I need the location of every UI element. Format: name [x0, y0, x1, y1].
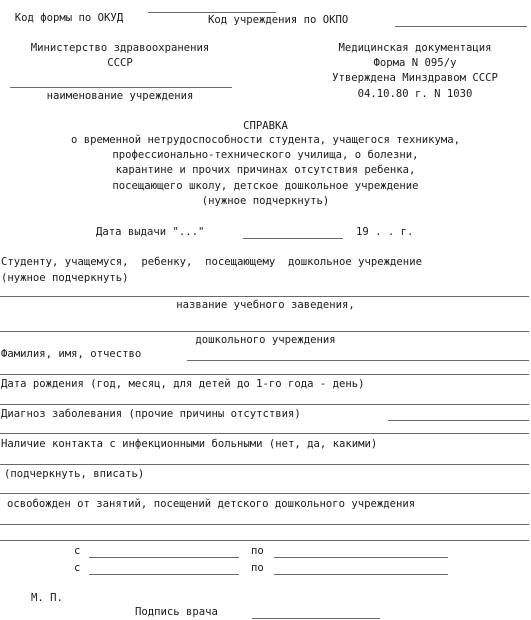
diagnosis-field-continuation[interactable] [0, 433, 529, 434]
signature-label: Подпись врача [135, 606, 218, 618]
period2-to-label: по [251, 562, 264, 574]
birth-date-field[interactable] [0, 404, 529, 405]
okpo-field[interactable] [395, 26, 527, 27]
period1-from-label: с [74, 545, 81, 557]
ministry-line1: Министерство здравоохранения [30, 42, 210, 54]
contact-label: Наличие контакта с инфекционными больными (нет, да, какими) [1, 438, 378, 450]
diagnosis-label: Диагноз заболевания (прочие причины отсутствия) [1, 408, 301, 420]
name-field-continuation[interactable] [0, 374, 529, 375]
issue-date-field[interactable] [243, 238, 343, 239]
period1-to-label: по [251, 545, 264, 557]
released-label: освобожден от занятий, посещений детского дошкольного учреждения [7, 498, 416, 510]
title-line4: посещающего школу, детское дошкольное учреждение [112, 180, 419, 192]
doc-info-line3: Утверждена Минздравом СССР [332, 72, 498, 84]
title-note: (нужное подчеркнуть) [201, 195, 330, 207]
doc-info-line2: Форма N 095/у [373, 57, 457, 69]
period1-to-field[interactable] [274, 557, 448, 558]
period2-from-field[interactable] [89, 574, 239, 575]
released-field[interactable] [0, 524, 529, 525]
institution-caption: наименование учреждения [46, 90, 194, 102]
okpo-label: Код учреждения по ОКПО [208, 14, 349, 26]
recipient-line: Студенту, учащемуся, ребенку, посещающему дошкольное учреждение [1, 256, 422, 268]
title-line3: карантине и прочих причинах отсутствия ребенка, [115, 164, 416, 176]
school-name-field[interactable] [0, 296, 529, 297]
title-line1: о временной нетрудоспособности студента, учащегося техникума, [70, 134, 461, 146]
contact-field-continuation[interactable] [0, 493, 529, 494]
period2-to-field[interactable] [274, 574, 448, 575]
stamp-label: М. П. [31, 592, 63, 604]
birth-date-label: Дата рождения (год, месяц, для детей до 1-го года - день) [1, 378, 365, 390]
recipient-note: (нужное подчеркнуть) [1, 272, 129, 284]
institution-name-field[interactable] [10, 87, 232, 88]
okud-field[interactable] [148, 12, 276, 13]
period1-from-field[interactable] [89, 557, 239, 558]
title-line2: профессионально-технического училища, о болезни, [112, 149, 419, 161]
diagnosis-field[interactable] [388, 420, 529, 421]
document-title: СПРАВКА [243, 120, 288, 132]
ministry-line2: СССР [107, 57, 133, 69]
preschool-name-field[interactable] [0, 331, 529, 332]
name-label: Фамилия, имя, отчество [1, 348, 142, 360]
doc-info-line4: 04.10.80 г. N 1030 [357, 88, 473, 100]
released-field-continuation[interactable] [0, 540, 529, 541]
issue-date-year: 19 . . г. [356, 226, 414, 238]
school-caption: название учебного заведения, [176, 299, 355, 311]
okud-label: Код формы по ОКУД [14, 12, 124, 24]
contact-field[interactable] [0, 464, 529, 465]
name-field[interactable] [187, 360, 529, 361]
preschool-caption: дошкольного учреждения [195, 334, 336, 346]
doc-info-line1: Медицинская документация [338, 42, 492, 54]
signature-field[interactable] [252, 618, 380, 619]
period2-from-label: с [74, 562, 81, 574]
contact-note: (подчеркнуть, вписать) [4, 468, 145, 480]
issue-date-label: Дата выдачи "..." [96, 226, 205, 238]
